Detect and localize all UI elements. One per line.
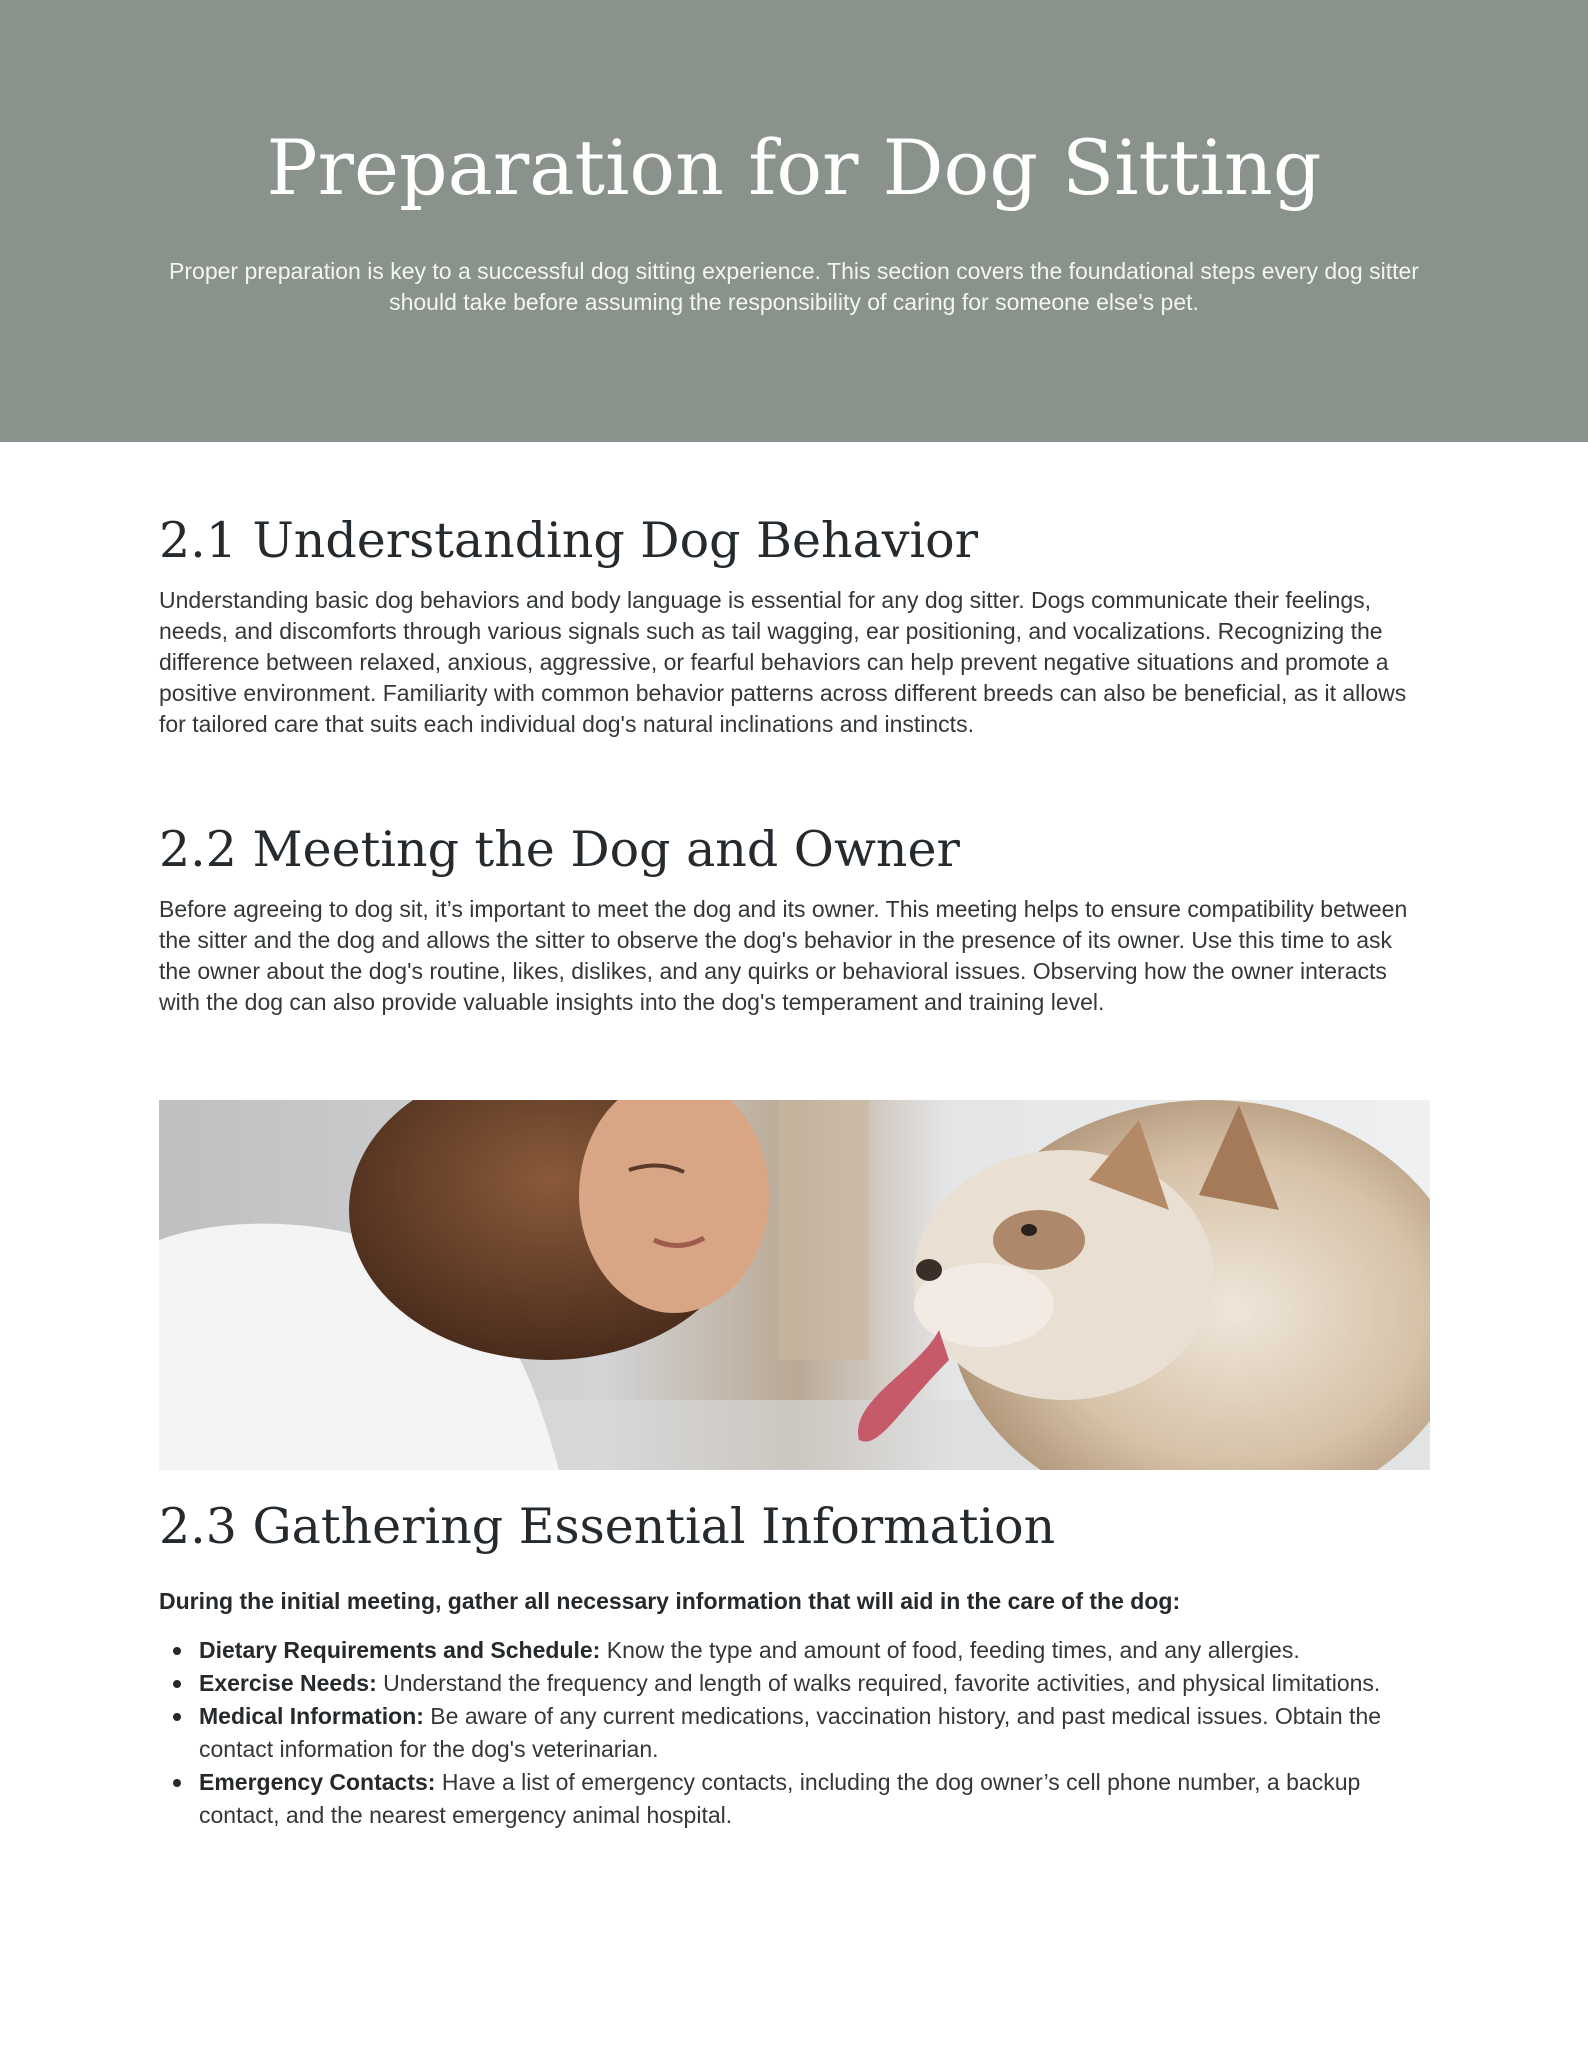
list-item-label: Dietary Requirements and Schedule: [199,1637,601,1663]
essential-info-list [159,1634,1430,1832]
bullet-icon [173,1713,181,1721]
section-body-understanding-behavior: Understanding basic dog behaviors and body language is essential for any dog sitter. Dogs communicate their feelings, needs, and discomforts through various signals such as tail wagging, ear positioning, and vocalizations. Recognizing the difference between relaxed, anxious, aggressive, or fearful behaviors can help prevent negative situations and promote a positive environment. Familiarity with common behavior patterns across different breeds can also be beneficial, as it allows for tailored care that suits each individual dog's natural inclinations and instincts. [159,587,1407,737]
bullet-icon [173,1779,181,1787]
list-item-text: Be aware of any current medications, vaccination history, and past medical issues. Obtain the contact information for the dog's veterinarian. [199,1703,1382,1762]
list-item-exercise [199,1667,1430,1700]
list-item-text: Have a list of emergency contacts, including the dog owner’s cell phone number, a backup contact, and the nearest emergency animal hospital. [199,1769,1361,1828]
list-item-label: Exercise Needs: [199,1670,377,1696]
header-banner [0,0,1588,442]
section-title-meeting-dog-owner: 2.2 Meeting the Dog and Owner [159,821,960,878]
list-item-medical [199,1700,1430,1766]
section-body-meeting-dog-owner: Before agreeing to dog sit, it’s important to meet the dog and its owner. This meeting helps to ensure compatibility between the sitter and the dog and allows the sitter to observe the dog's behavior in the presence of its owner. Use this time to ask the owner about the dog's routine, likes, dislikes, and any quirks or behavioral issues. Observing how the owner interacts with the dog can also provide valuable insights into the dog's temperament and training level. [159,896,1408,1015]
list-item-dietary [199,1634,1430,1667]
woman-and-dog-illustration [159,1100,1430,1470]
list-item-label: Emergency Contacts: [199,1769,436,1795]
section-title-gathering-info: 2.3 Gathering Essential Information [159,1498,1056,1555]
list-item-text: Understand the frequency and length of walks required, favorite activities, and physical limitations. [376,1670,1381,1696]
woman-and-dog-photo [159,1100,1430,1470]
section-lead-gathering-info: During the initial meeting, gather all necessary information that will aid in the care of the dog: [159,1588,1181,1614]
list-item-emergency [199,1766,1430,1832]
list-item-label: Medical Information: [199,1703,424,1729]
bullet-icon [173,1647,181,1655]
section-title-understanding-behavior: 2.1 Understanding Dog Behavior [159,512,979,569]
page-title: Preparation for Dog Sitting [266,123,1322,212]
list-item-text: Know the type and amount of food, feeding times, and any allergies. [600,1637,1300,1663]
page-intro: Proper preparation is key to a successful dog sitting experience. This section covers the foundational steps every dog sitter should take before assuming the responsibility of caring for someone else's pet. [169,258,1419,315]
bullet-icon [173,1680,181,1688]
